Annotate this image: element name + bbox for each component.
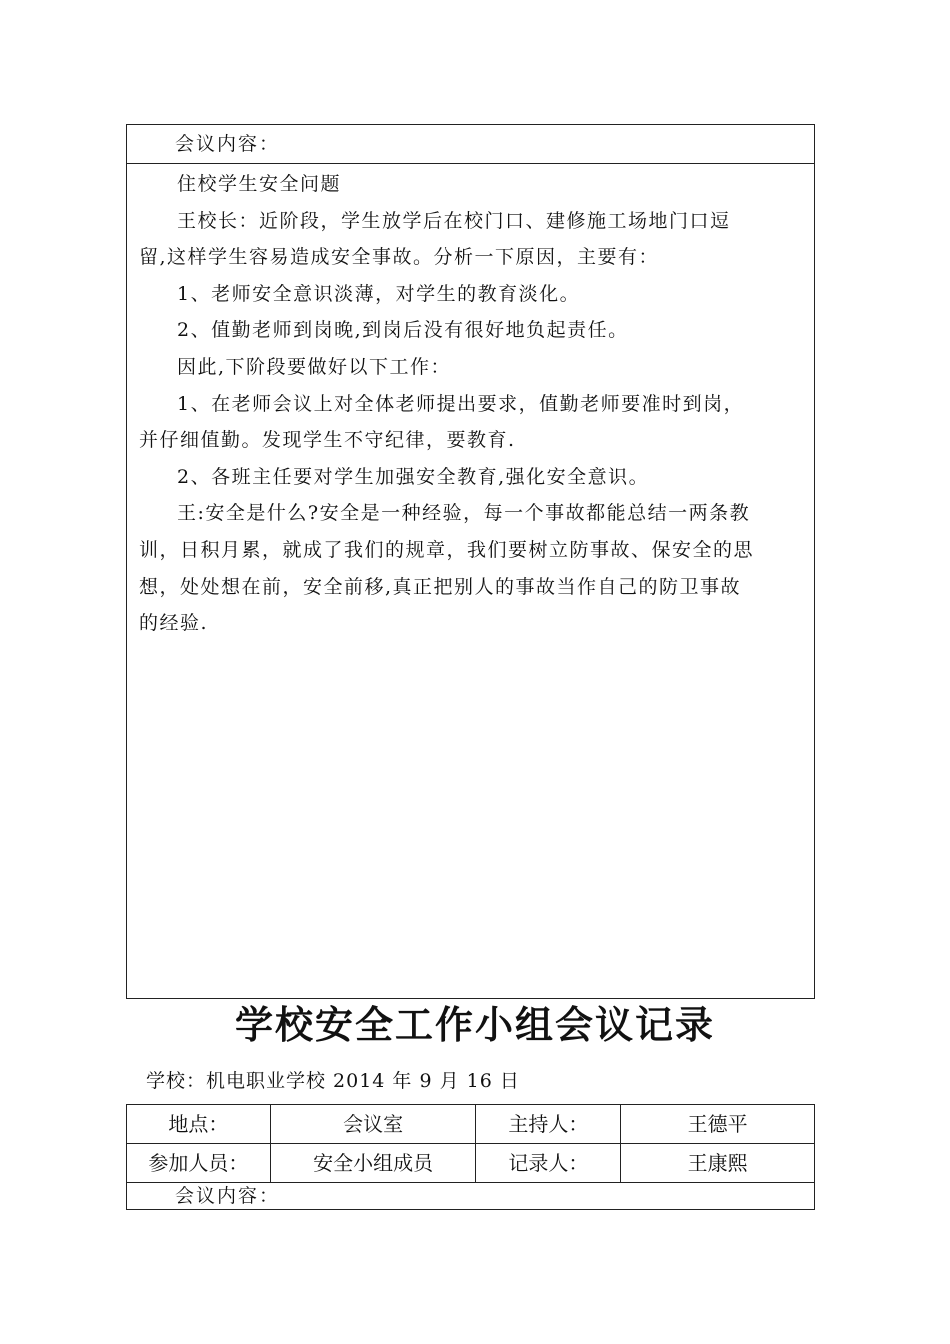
meeting-content-body [127,164,814,642]
host-label: 主持人： [476,1105,621,1144]
host-value: 王德平 [621,1105,815,1144]
recorder-value: 王康熙 [621,1144,815,1183]
table-row [127,1144,815,1183]
meeting-content-label: 会议内容： [127,125,814,164]
content-paragraph: 1、在老师会议上对全体老师提出要求，值勤老师要准时到岗， [177,392,745,415]
document-title: 学校安全工作小组会议记录 [234,1003,715,1047]
content-paragraph: 王校长：近阶段，学生放学后在校门口、建修施工场地门口逗 [177,209,731,232]
content-paragraph: 并仔细值勤。发现学生不守纪律，要教育. [139,429,516,452]
content-paragraph: 住校学生安全问题 [177,173,342,195]
content-paragraph: 的经验. [139,612,209,635]
school-date-line: 学校：机电职业学校 2014 年 9 月 16 日 [146,1070,520,1092]
content-paragraph: 1、老师安全意识淡薄，对学生的教育淡化。 [177,282,581,305]
content-paragraph: 因此,下阶段要做好以下工作： [177,355,452,378]
meeting-content-label-2: 会议内容： [127,1183,815,1210]
meeting-content-box [126,124,815,999]
attendees-label: 参加人员： [127,1144,271,1183]
content-paragraph: 训，日积月累，就成了我们的规章，我们要树立防事故、保安全的思 [139,538,755,561]
content-paragraph: 想，处处想在前，安全前移,真正把别人的事故当作自己的防卫事故 [139,575,742,598]
table-row [127,1183,815,1210]
content-paragraph: 2、各班主任要对学生加强安全教育,强化安全意识。 [177,465,650,488]
content-paragraph: 2、值勤老师到岗晚,到岗后没有很好地负起责任。 [177,319,629,342]
location-label: 地点： [127,1105,271,1144]
recorder-label: 记录人： [476,1144,621,1183]
location-value: 会议室 [270,1105,476,1144]
attendees-value: 安全小组成员 [270,1144,476,1183]
content-paragraph: 王:安全是什么?安全是一种经验，每一个事故都能总结一两条教 [177,502,751,525]
meeting-info-table [126,1104,815,1210]
table-row [127,1105,815,1144]
content-paragraph: 留,这样学生容易造成安全事故。分析一下原因，主要有： [139,246,660,269]
